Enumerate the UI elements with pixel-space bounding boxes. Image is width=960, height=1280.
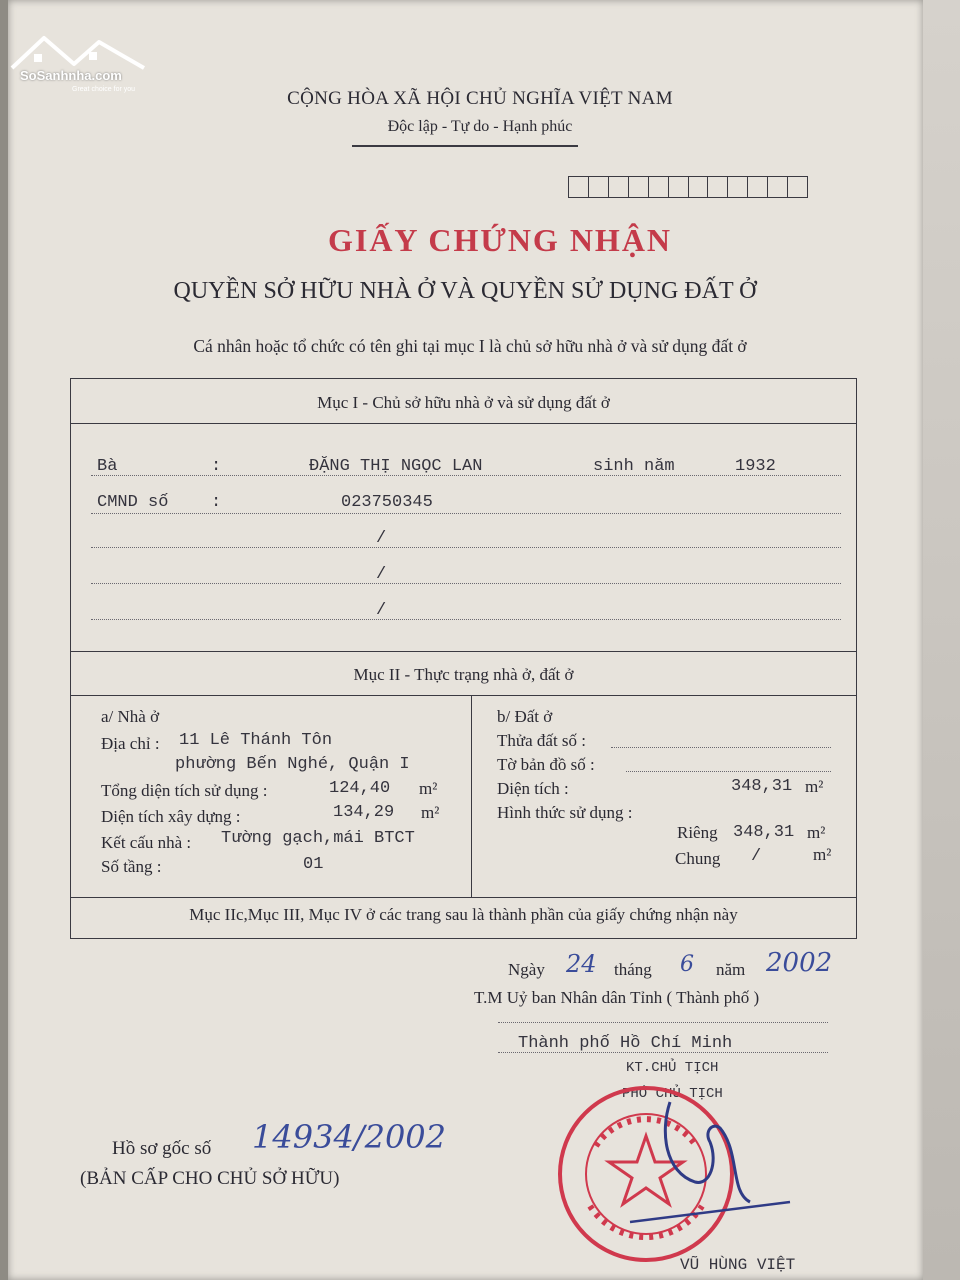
details-box <box>70 378 857 939</box>
build-area-value: 134,29 <box>333 803 395 822</box>
watermark-tagline: Great choice for you <box>72 86 136 93</box>
land-area-value: 348,31 <box>731 777 793 796</box>
section1-heading: Mục I - Chủ sở hữu nhà ở và sử dụng đất ở <box>317 393 610 412</box>
deputy-role: KT.CHỦ TỊCH <box>626 1060 719 1076</box>
year-label: năm <box>716 960 746 979</box>
map-sheet-label: Tờ bản đồ số : <box>497 755 595 774</box>
colon: : <box>211 457 222 476</box>
file-number-label: Hồ sơ gốc số <box>112 1138 212 1159</box>
shared-label: Chung <box>675 849 721 868</box>
nation-header: CỘNG HÒA XÃ HỘI CHỦ NGHĨA VIỆT NAM <box>287 88 673 109</box>
unit: m² <box>805 777 824 796</box>
copy-note: (BẢN CẤP CHO CHỦ SỞ HỮU) <box>80 1168 340 1189</box>
total-area-label: Tổng diện tích sử dụng : <box>101 781 268 800</box>
address-line2: phường Bến Nghé, Quận I <box>175 755 410 774</box>
unit: m² <box>813 845 832 864</box>
total-area-value: 124,40 <box>329 779 391 798</box>
land-area-label: Diện tích : <box>497 779 569 798</box>
id-number: 023750345 <box>341 493 433 512</box>
background-surface <box>923 0 960 1280</box>
file-number-value: 14934/2002 <box>252 1118 447 1156</box>
land-heading: b/ Đất ở <box>497 707 553 726</box>
unit: m² <box>807 823 826 842</box>
watermark-logo <box>4 24 154 94</box>
house-heading: a/ Nhà ở <box>101 707 160 726</box>
certificate-subtitle: QUYỀN SỞ HỮU NHÀ Ở VÀ QUYỀN SỬ DỤNG ĐẤT Ở <box>173 278 757 304</box>
floors-value: 01 <box>303 855 324 874</box>
usage-label: Hình thức sử dụng : <box>497 803 633 822</box>
divider <box>71 423 856 424</box>
issuer-line: T.M Uỷ ban Nhân dân Tỉnh ( Thành phố ) <box>474 988 760 1007</box>
day-label: Ngày <box>508 960 545 979</box>
structure-value: Tường gạch,mái BTCT <box>221 829 415 848</box>
motto-underline <box>352 145 578 147</box>
slash-mark: / <box>376 565 387 584</box>
footer-note: Mục IIc,Mục III, Mục IV ở các trang sau là thành phần của giấy chứng nhận này <box>189 905 738 924</box>
structure-label: Kết cấu nhà : <box>101 833 192 852</box>
column-divider <box>471 696 472 898</box>
build-area-label: Diện tích xây dựng : <box>101 807 241 826</box>
slash-mark: / <box>376 529 387 548</box>
certificate-title: GIẤY CHỨNG NHẬN <box>327 222 673 258</box>
signer-name: VŨ HÙNG VIỆT <box>680 1256 796 1274</box>
id-label: CMND số <box>97 493 169 512</box>
slash-mark: / <box>376 601 387 620</box>
birth-label: sinh năm <box>593 457 675 476</box>
intro-text: Cá nhân hoặc tổ chức có tên ghi tại mục I là chủ sở hữu nhà ở và sử dụng đất ở <box>193 336 747 356</box>
parcel-label: Thửa đất số : <box>497 731 587 750</box>
year-value: 2002 <box>766 948 833 978</box>
section2-heading: Mục II - Thực trạng nhà ở, đất ở <box>353 665 574 684</box>
birth-year: 1932 <box>735 457 776 476</box>
issuer-city: Thành phố Hồ Chí Minh <box>518 1034 733 1053</box>
vice-chair-role: PHÓ CHỦ TỊCH <box>622 1086 723 1102</box>
private-label: Riêng <box>677 823 718 842</box>
address-line1: 11 Lê Thánh Tôn <box>179 731 333 750</box>
colon: : <box>211 493 222 512</box>
day-value: 24 <box>566 950 597 978</box>
owner-name: ĐẶNG THỊ NGỌC LAN <box>309 457 483 476</box>
shared-value: / <box>751 847 762 866</box>
private-value: 348,31 <box>733 823 795 842</box>
serial-number-boxes <box>568 176 808 198</box>
salutation-label: Bà <box>97 457 118 476</box>
address-label: Địa chỉ : <box>101 734 160 753</box>
unit: m² <box>419 779 438 798</box>
watermark-brand: SoSanhnha.com <box>20 68 122 83</box>
month-label: tháng <box>614 960 652 979</box>
divider <box>71 695 856 696</box>
divider <box>71 651 856 652</box>
house-logo-icon <box>4 24 154 94</box>
floors-label: Số tầng : <box>101 857 162 876</box>
unit: m² <box>421 803 440 822</box>
signature-icon <box>600 1082 800 1232</box>
motto: Độc lập - Tự do - Hạnh phúc <box>387 118 573 135</box>
divider <box>71 897 856 898</box>
month-value: 6 <box>680 952 694 977</box>
